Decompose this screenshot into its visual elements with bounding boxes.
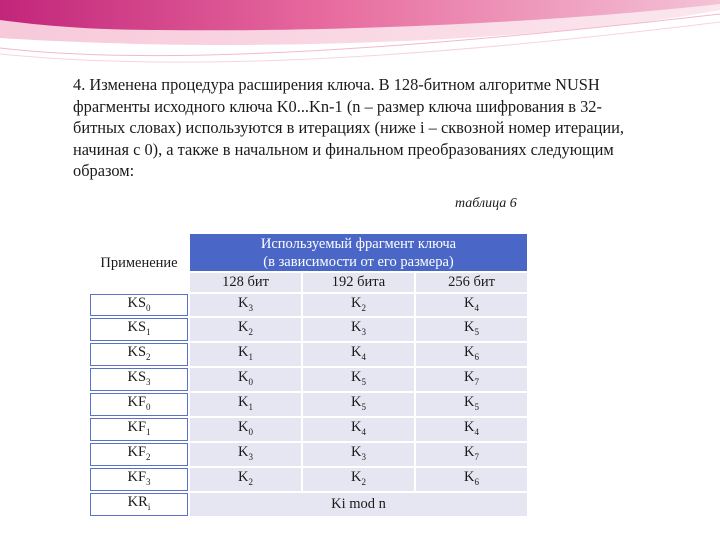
text-subscript: 1 <box>146 327 151 338</box>
text-base: K <box>238 319 249 336</box>
text-subscript: 4 <box>361 426 366 437</box>
text-subscript: 2 <box>361 476 366 487</box>
text-subscript: 4 <box>474 302 479 313</box>
table-cell <box>303 318 414 341</box>
text-base: K <box>351 319 362 336</box>
row-label <box>90 468 188 491</box>
text-base: K <box>238 443 249 460</box>
text-subscript: 2 <box>146 451 151 462</box>
text-subscript: 2 <box>248 476 253 487</box>
text-base: K <box>238 344 249 361</box>
text-subscript: 1 <box>248 401 253 412</box>
column-header <box>190 234 527 271</box>
text-base: KF <box>127 394 147 411</box>
column-256: 256 бит <box>416 273 527 292</box>
text-base: KF <box>127 468 147 485</box>
row-label <box>90 418 188 441</box>
table-cell <box>190 343 301 366</box>
row-header-application <box>90 234 188 292</box>
table-cell <box>303 418 414 441</box>
text-base: KF <box>127 443 147 460</box>
table-cell <box>416 343 527 366</box>
table-cell <box>190 318 301 341</box>
text-base: K <box>238 294 249 311</box>
table-cell <box>416 318 527 341</box>
table-cell <box>303 468 414 491</box>
table-cell <box>303 393 414 416</box>
table-cell <box>416 443 527 466</box>
text-base: K <box>464 294 475 311</box>
table-cell <box>303 343 414 366</box>
text-subscript: 5 <box>361 401 366 412</box>
text-base: K <box>464 369 475 386</box>
table-row <box>90 418 527 441</box>
decorative-banner <box>0 0 720 80</box>
text-subscript: 0 <box>146 401 151 412</box>
text-base: K <box>464 319 475 336</box>
row-label <box>90 318 188 341</box>
row-header-label: Применение <box>100 254 178 271</box>
table-cell <box>416 393 527 416</box>
text-subscript: 7 <box>474 451 479 462</box>
text-subscript: 3 <box>248 302 253 313</box>
row-label <box>90 493 188 516</box>
text-subscript: 1 <box>248 352 253 363</box>
text-base: K <box>351 294 362 311</box>
table-row <box>90 393 527 416</box>
table-cell <box>190 468 301 491</box>
text-base: K <box>351 344 362 361</box>
text-base: KS <box>127 319 147 336</box>
text-subscript: 5 <box>474 327 479 338</box>
paragraph-line-4: начиная с 0), а также в начальном и финальном преобразованиях следующим <box>73 139 614 159</box>
table-row <box>90 343 527 366</box>
table-cell <box>416 468 527 491</box>
paragraph-line-3: битных словах) используются в итерациях (ниже i – сквозной номер итерации, <box>73 118 625 137</box>
text-base: K <box>351 418 362 435</box>
text-base: KS <box>127 294 147 311</box>
text-base: K <box>351 369 362 386</box>
table-cell <box>303 294 414 317</box>
table-row <box>90 318 527 341</box>
table-row <box>90 294 527 317</box>
table-cell <box>190 294 301 317</box>
text-base: K <box>464 344 475 361</box>
text-base: KR <box>127 493 148 510</box>
text-subscript: 0 <box>248 377 253 388</box>
text-subscript: 4 <box>361 352 366 363</box>
text-subscript: 6 <box>474 476 479 487</box>
text-subscript: 3 <box>248 451 253 462</box>
column-128: 128 бит <box>190 273 301 292</box>
column-192: 192 бита <box>303 273 414 292</box>
row-label <box>90 443 188 466</box>
paragraph-line-1: 4. Изменена процедура расширения ключа. В 128-битном алгоритме NUSH <box>73 75 600 94</box>
text-base: KS <box>127 344 147 361</box>
text-base: K <box>464 468 475 485</box>
table-row <box>90 368 527 391</box>
merged-cell: Ki mod n <box>190 493 527 516</box>
row-label <box>90 343 188 366</box>
table-cell <box>190 443 301 466</box>
table-cell <box>190 368 301 391</box>
table-body <box>90 294 527 516</box>
text-subscript: 5 <box>361 377 366 388</box>
table-row-last <box>90 493 527 516</box>
paragraph-line-2: фрагменты исходного ключа K0...Kn-1 (n – размер ключа шифрования в 32- <box>73 96 602 116</box>
text-subscript: 2 <box>248 327 253 338</box>
text-subscript: 5 <box>474 401 479 412</box>
column-header-line-2: (в зависимости от его размера) <box>263 253 454 270</box>
text-base: K <box>464 394 475 411</box>
text-subscript: 0 <box>146 302 151 313</box>
text-base: K <box>351 468 362 485</box>
text-base: K <box>464 443 475 460</box>
text-subscript: 3 <box>146 476 151 487</box>
text-base: K <box>351 394 362 411</box>
text-subscript: 3 <box>146 377 151 388</box>
table-cell <box>416 294 527 317</box>
table-cell <box>190 393 301 416</box>
text-base: K <box>464 418 475 435</box>
text-subscript: 3 <box>361 451 366 462</box>
text-base: K <box>351 443 362 460</box>
text-base: K <box>238 394 249 411</box>
text-subscript: i <box>147 501 151 512</box>
row-label <box>90 294 188 317</box>
text-subscript: 3 <box>361 327 366 338</box>
table-cell <box>416 418 527 441</box>
text-subscript: 7 <box>474 377 479 388</box>
table-row <box>90 468 527 491</box>
description-paragraph <box>73 74 693 182</box>
table-cell <box>303 443 414 466</box>
row-label <box>90 368 188 391</box>
text-subscript: 0 <box>248 426 253 437</box>
text-subscript: 6 <box>474 352 479 363</box>
table-cell <box>190 418 301 441</box>
row-label <box>90 393 188 416</box>
paragraph-line-5: образом: <box>73 161 135 180</box>
table-cell <box>416 368 527 391</box>
text-base: K <box>238 468 249 485</box>
text-base: KS <box>127 369 147 386</box>
column-header-line-1: Используемый фрагмент ключа <box>260 235 457 252</box>
text-base: KF <box>127 418 147 435</box>
table-cell <box>303 368 414 391</box>
text-subscript: 1 <box>146 426 151 437</box>
text-subscript: 2 <box>146 352 151 363</box>
table-caption: таблица 6 <box>455 196 517 211</box>
text-subscript: 4 <box>474 426 479 437</box>
table-row <box>90 443 527 466</box>
text-base: K <box>238 418 249 435</box>
key-fragment-table <box>88 232 529 518</box>
text-subscript: 2 <box>361 302 366 313</box>
text-base: K <box>238 369 249 386</box>
